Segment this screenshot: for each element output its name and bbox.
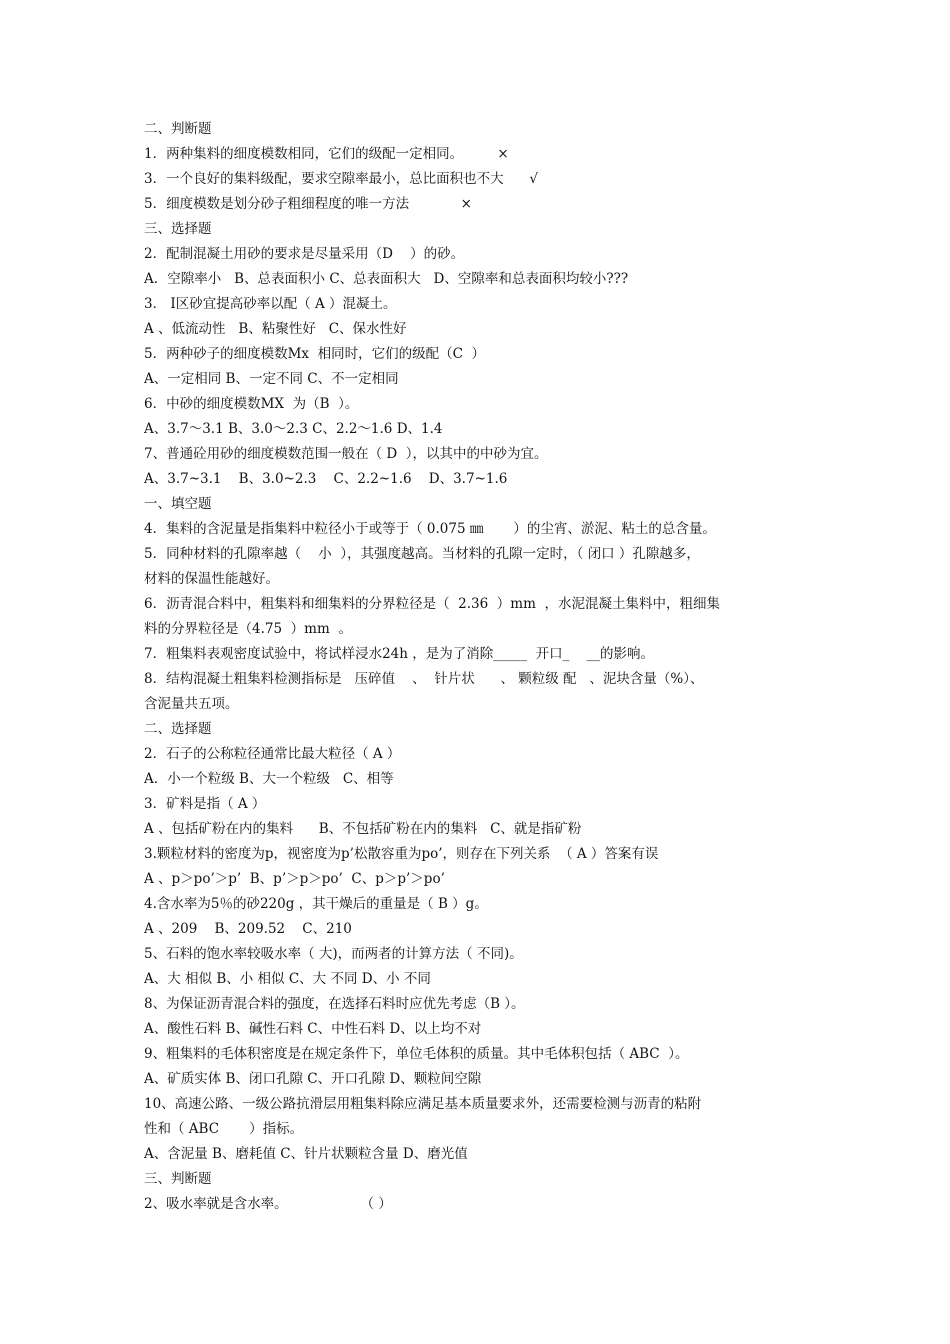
- text-line: 5．细度模数是划分砂子粗细程度的唯一方法 ×: [144, 196, 472, 212]
- text-line: A 、包括矿粉在内的集料 B、不包括矿粉在内的集料 C、就是指矿粉: [144, 821, 582, 837]
- text-line: 8、为保证沥青混合料的强度，在选择石料时应优先考虑（B ）。: [144, 996, 525, 1012]
- text-line: 一、填空题: [144, 496, 212, 512]
- text-line: 7、普通砼用砂的细度模数范围一般在（ D ），以其中的中砂为宜。: [144, 446, 548, 462]
- text-line: 2．配制混凝土用砂的要求是尽量采用（D ）的砂。: [144, 246, 465, 262]
- text-line: 料的分界粒径是（4.75 ）mm 。: [144, 621, 352, 637]
- text-line: 4.含水率为5％的砂220g ，其干燥后的重量是（ B ）g。: [144, 896, 488, 912]
- text-line: 9、粗集料的毛体积密度是在规定条件下，单位毛体积的质量。其中毛体积包括（ ABC ）。: [144, 1046, 689, 1062]
- text-line: 2．石子的公称粒径通常比最大粒径（ A ）: [144, 746, 401, 762]
- text-line: 4．集料的含泥量是指集料中粒径小于或等于（ 0.075 ㎜ ）的尘宵、淤泥、粘土的总含量。: [144, 521, 716, 537]
- text-line: A 、低流动性 B、粘聚性好 C、保水性好: [144, 321, 407, 337]
- text-line: 3． Ⅰ区砂宜提高砂率以配（ A ）混凝土。: [144, 296, 397, 312]
- text-line: 3．一个良好的集料级配，要求空隙率最小，总比面积也不大 √: [144, 171, 538, 187]
- text-line: 5．两种砂子的细度模数Mx 相同时，它们的级配（C ）: [144, 346, 486, 362]
- document-body: [144, 117, 814, 1217]
- text-line: 5．同种材料的孔隙率越（ 小 ），其强度越高。当材料的孔隙一定时，（ 闭口 ）孔隙越多，: [144, 546, 700, 562]
- text-line: A、3.7~3.1 B、3.0~2.3 C、2.2~1.6 D、3.7~1.6: [144, 471, 508, 487]
- text-line: 含泥量共五项。: [144, 696, 239, 712]
- text-line: 材料的保温性能越好。: [144, 571, 279, 587]
- text-line: A 、p＞po’＞p’ B、p’＞p＞po’ C、p＞p’＞po’: [144, 871, 445, 887]
- text-line: 8．结构混凝土粗集料检测指标是 压碎值 、 针片状 、 颗粒级 配 、泥块含量（%）、: [144, 671, 704, 687]
- text-line: A、含泥量 B、磨耗值 C、针片状颗粒含量 D、磨光值: [144, 1146, 468, 1162]
- text-line: 10、高速公路、一级公路抗滑层用粗集料除应满足基本质量要求外，还需要检测与沥青的粘附: [144, 1096, 702, 1112]
- text-line: A、大 相似 B、小 相似 C、大 不同 D、小 不同: [144, 971, 431, 987]
- text-line: A、酸性石料 B、碱性石料 C、中性石料 D、以上均不对: [144, 1021, 482, 1037]
- text-line: A 、209 B、209.52 C、210: [144, 921, 352, 937]
- text-line: 三、选择题: [144, 221, 212, 237]
- text-line: 6．沥青混合料中，粗集料和细集料的分界粒径是（ 2.36 ）mm ，水泥混凝土集料中，粗细集: [144, 596, 720, 612]
- text-line: A、一定相同 B、一定不同 C、不一定相同: [144, 371, 399, 387]
- text-line: 二、判断题: [144, 121, 212, 137]
- text-line: A、矿质实体 B、闭口孔隙 C、开口孔隙 D、颗粒间空隙: [144, 1071, 482, 1087]
- text-line: 1．两种集料的细度模数相同，它们的级配一定相同。 ×: [144, 146, 509, 162]
- text-line: 6．中砂的细度模数MX 为（B ）。: [144, 396, 359, 412]
- text-line: 性和（ ABC ）指标。: [144, 1121, 304, 1137]
- text-line: A．空隙率小 B、总表面积小 C、总表面积大 D、空隙率和总表面积均较小???: [144, 271, 629, 287]
- text-line: 5、石料的饱水率较吸水率（ 大)，而两者的计算方法（ 不同)。: [144, 946, 523, 962]
- text-line: A、3.7～3.1 B、3.0～2.3 C、2.2～1.6 D、1.4: [144, 421, 443, 437]
- text-line: 三、判断题: [144, 1171, 212, 1187]
- text-line: 3．矿料是指（ A ）: [144, 796, 266, 812]
- text-line: 7．粗集料表观密度试验中，将试样浸水24h ，是为了消除_____ 开口_ __的影响。: [144, 646, 654, 662]
- text-line: 3.颗粒材料的密度为p，视密度为p’松散容重为po’，则存在下列关系 （ A ）答案有误: [144, 846, 659, 862]
- text-line: A．小一个粒级 B、大一个粒级 C、相等: [144, 771, 394, 787]
- text-line: 2、吸水率就是含水率。 （ ）: [144, 1196, 392, 1212]
- text-line: 二、选择题: [144, 721, 212, 737]
